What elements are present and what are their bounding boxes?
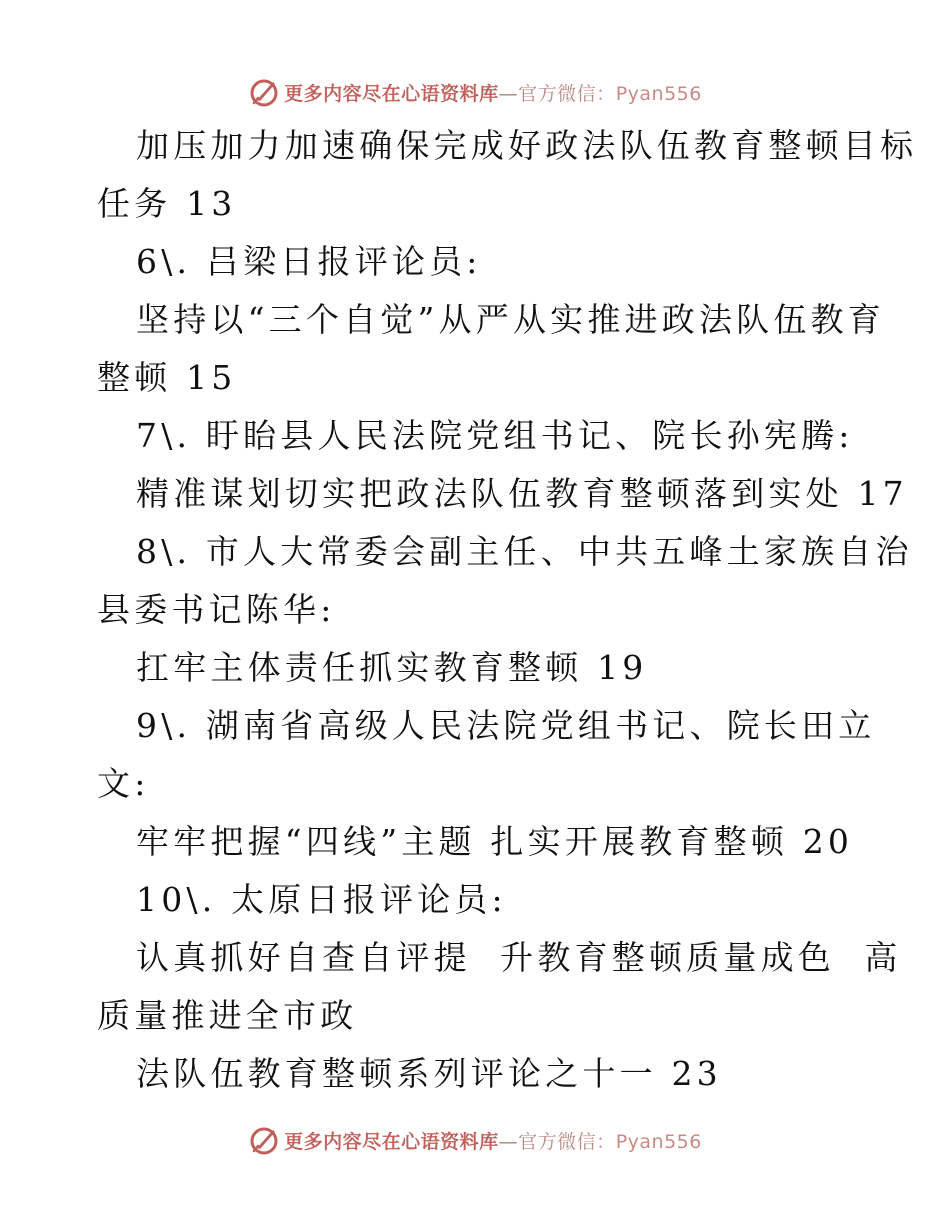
document-body: [97, 117, 918, 1103]
feather-quill-logo-icon: [248, 1124, 280, 1156]
toc-entry-author: 10\. 太原日报评论员:: [136, 880, 507, 919]
watermark-main-text: 更多内容尽在心语资料库: [284, 1130, 499, 1153]
watermark-separator: —: [498, 1130, 519, 1153]
header-watermark: [0, 72, 950, 112]
toc-entry-title: 牢牢把握“四线”主题 扎实开展教育整顿 20: [136, 822, 854, 861]
watermark-label: 官方微信：: [518, 82, 616, 105]
toc-entry-author: 6\. 吕梁日报评论员:: [136, 242, 482, 281]
toc-entry-title-continued: 整顿 15: [97, 358, 237, 397]
toc-entry-author-continued: 县委书记陈华:: [97, 590, 336, 629]
watermark-separator: —: [498, 82, 519, 105]
feather-quill-logo-icon: [248, 76, 280, 108]
toc-entry-title: 扛牢主体责任抓实教育整顿 19: [136, 648, 648, 687]
toc-entry-author: 7\. 盱眙县人民法院党组书记、院长孙宪腾:: [136, 416, 854, 455]
toc-entry-title-continued: 法队伍教育整顿系列评论之十一 23: [136, 1054, 722, 1093]
toc-entry-title: 加压加力加速确保完成好政法队伍教育整顿目标: [136, 126, 918, 165]
watermark-text: [284, 79, 702, 106]
toc-entry-title-continued: 质量推进全市政: [97, 996, 358, 1035]
watermark-wechat-id: Pyan556: [615, 1130, 702, 1153]
watermark-text: [284, 1127, 702, 1154]
toc-entry-author-continued: 文:: [97, 764, 150, 803]
watermark-main-text: 更多内容尽在心语资料库: [284, 82, 499, 105]
toc-entry-title: 精准谋划切实把政法队伍教育整顿落到实处 17: [136, 474, 908, 513]
toc-entry-author: 8\. 市人大常委会副主任、中共五峰土家族自治: [136, 532, 913, 571]
watermark-label: 官方微信：: [518, 1130, 616, 1153]
toc-entry-title: 坚持以“三个自觉”从严从实推进政法队伍教育: [136, 300, 885, 339]
footer-watermark: [0, 1120, 950, 1160]
toc-entry-title: 认真抓好自查自评提 升教育整顿质量成色 高: [136, 938, 902, 977]
toc-entry-author: 9\. 湖南省高级人民法院党组书记、院长田立: [136, 706, 876, 745]
watermark-wechat-id: Pyan556: [615, 82, 702, 105]
toc-entry-title-continued: 任务 13: [97, 184, 237, 223]
